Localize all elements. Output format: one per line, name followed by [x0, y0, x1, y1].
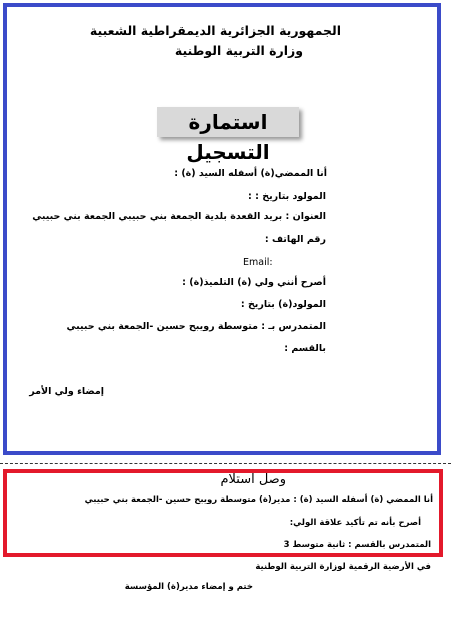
receipt-line-2: أصرح بأنه تم تأكيد علاقة الولي:	[289, 518, 421, 528]
platform-note: في الأرضية الرقمية لوزارة التربية الوطنية	[255, 562, 431, 572]
cut-line	[0, 463, 451, 464]
undersigned-field: أنا الممضي(ة) أسفله السيد (ة) :	[174, 168, 327, 179]
director-stamp: ختم و إمضاء مدير(ة) المؤسسة	[124, 582, 253, 592]
receipt-line-1: أنا الممضي (ة) أسفله السيد (ة) : مدير(ة) متوسطة رويبح حسين -الجمعة بني حبيبي	[84, 495, 433, 505]
class-field: بالقسم :	[284, 343, 326, 354]
republic-heading: الجمهورية الجزائرية الديمقراطية الشعبية	[89, 23, 341, 38]
ministry-heading: وزارة التربية الوطنية	[174, 43, 303, 58]
guardian-signature: إمضاء ولي الأمر	[29, 386, 104, 397]
form-title: استمارة التسجيل	[186, 110, 270, 164]
address-field: العنوان : بريد القعدة بلدية الجمعة بني حبيبي الجمعة بني حبيبي	[32, 211, 326, 222]
declare-field: أصرح أنني ولي (ة) التلميذ(ة) :	[182, 277, 326, 288]
student-born-field: المولود(ة) بتاريخ :	[240, 299, 326, 310]
email-field: Email:	[243, 257, 273, 268]
receipt-title: وصل استلام	[220, 472, 286, 487]
receipt-line-3: المتمدرس بالقسم : ثانية متوسط 3	[283, 540, 431, 550]
phone-field: رقم الهاتف :	[264, 234, 326, 245]
school-field: المتمدرس بـ : متوسطة رويبح حسين -الجمعة بني حبيبي	[66, 321, 326, 332]
born-on-field: المولود بتاريخ : :	[248, 191, 326, 202]
